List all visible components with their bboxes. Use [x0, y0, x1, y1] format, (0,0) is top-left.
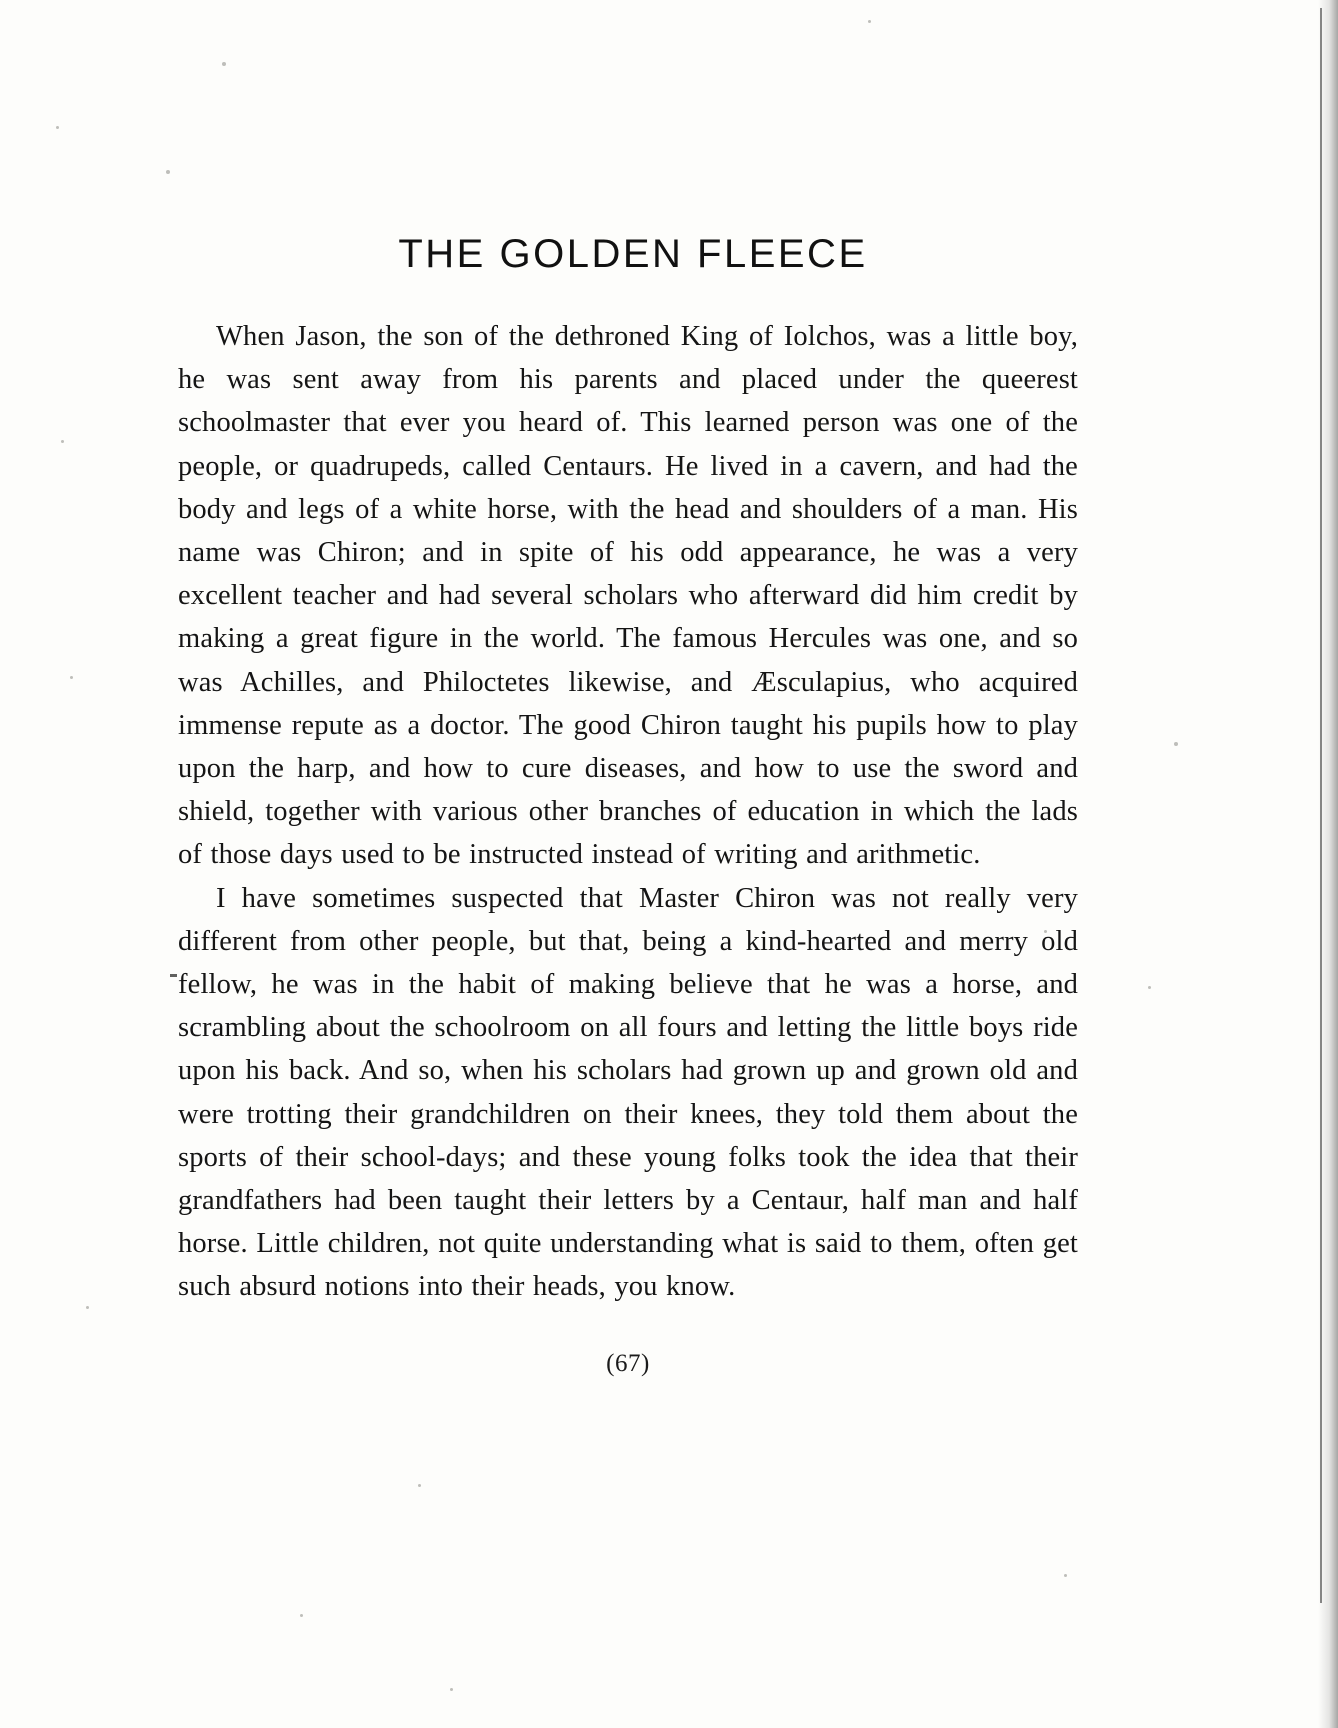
scan-speck	[450, 1688, 453, 1691]
scan-speck	[166, 170, 170, 174]
scan-speck	[70, 676, 73, 679]
body-paragraph: I have sometimes suspected that Master Chiron was not really very different from other people, but that, being a kind-hearted and merry old fellow, he was in the habit of making believe that he was a horse, and scrambling about the schoolroom on all fours and letting the little boys ride upon his back. And so, when his scholars had grown up and grown old and were trotting their grandchildren on their knees, they told them about the sports of their school-days; and these young folks took the idea that their grandfathers had been taught their letters by a Centaur, half man and half horse. Little children, not quite understanding what is said to them, often get such absurd notions into their heads, you know.	[178, 882, 1078, 1303]
body-paragraph: When Jason, the son of the dethroned King of Iolchos, was a little boy, he was sent away from his parents and placed under the queerest schoolmaster that ever you heard of. This learned person was one of the people, or quadrupeds, called Centaurs. He lived in a cavern, and had the body and legs of a white horse, with the head and shoulders of a man. His name was Chiron; and in spite of his odd appearance, he was a very excellent teacher and had several scholars who afterward did him credit by making a great figure in the world. The famous Hercules was one, and so was Achilles, and Philoctetes likewise, and Æsculapius, who acquired immense repute as a doctor. The good Chiron taught his pupils how to play upon the harp, and how to cure diseases, and how to use the sword and shield, together with various other branches of education in which the lads of those days used to be instructed instead of writing and arithmetic.	[178, 321, 1078, 871]
scan-speck	[300, 1614, 303, 1617]
scan-edge-line	[1320, 8, 1322, 1603]
scan-speck	[418, 1484, 421, 1487]
scan-speck	[1174, 742, 1178, 746]
stray-ink-mark	[170, 974, 177, 977]
scan-speck	[1064, 1574, 1067, 1577]
scan-speck	[61, 440, 64, 443]
scan-speck	[56, 126, 59, 129]
page-content	[178, 232, 1078, 1377]
scan-speck	[1148, 986, 1151, 989]
page-title: THE GOLDEN FLEECE	[398, 232, 868, 276]
scan-speck	[222, 62, 226, 66]
scan-speck	[86, 1306, 89, 1309]
page-number: (67)	[606, 1350, 650, 1377]
scan-speck	[868, 20, 871, 23]
